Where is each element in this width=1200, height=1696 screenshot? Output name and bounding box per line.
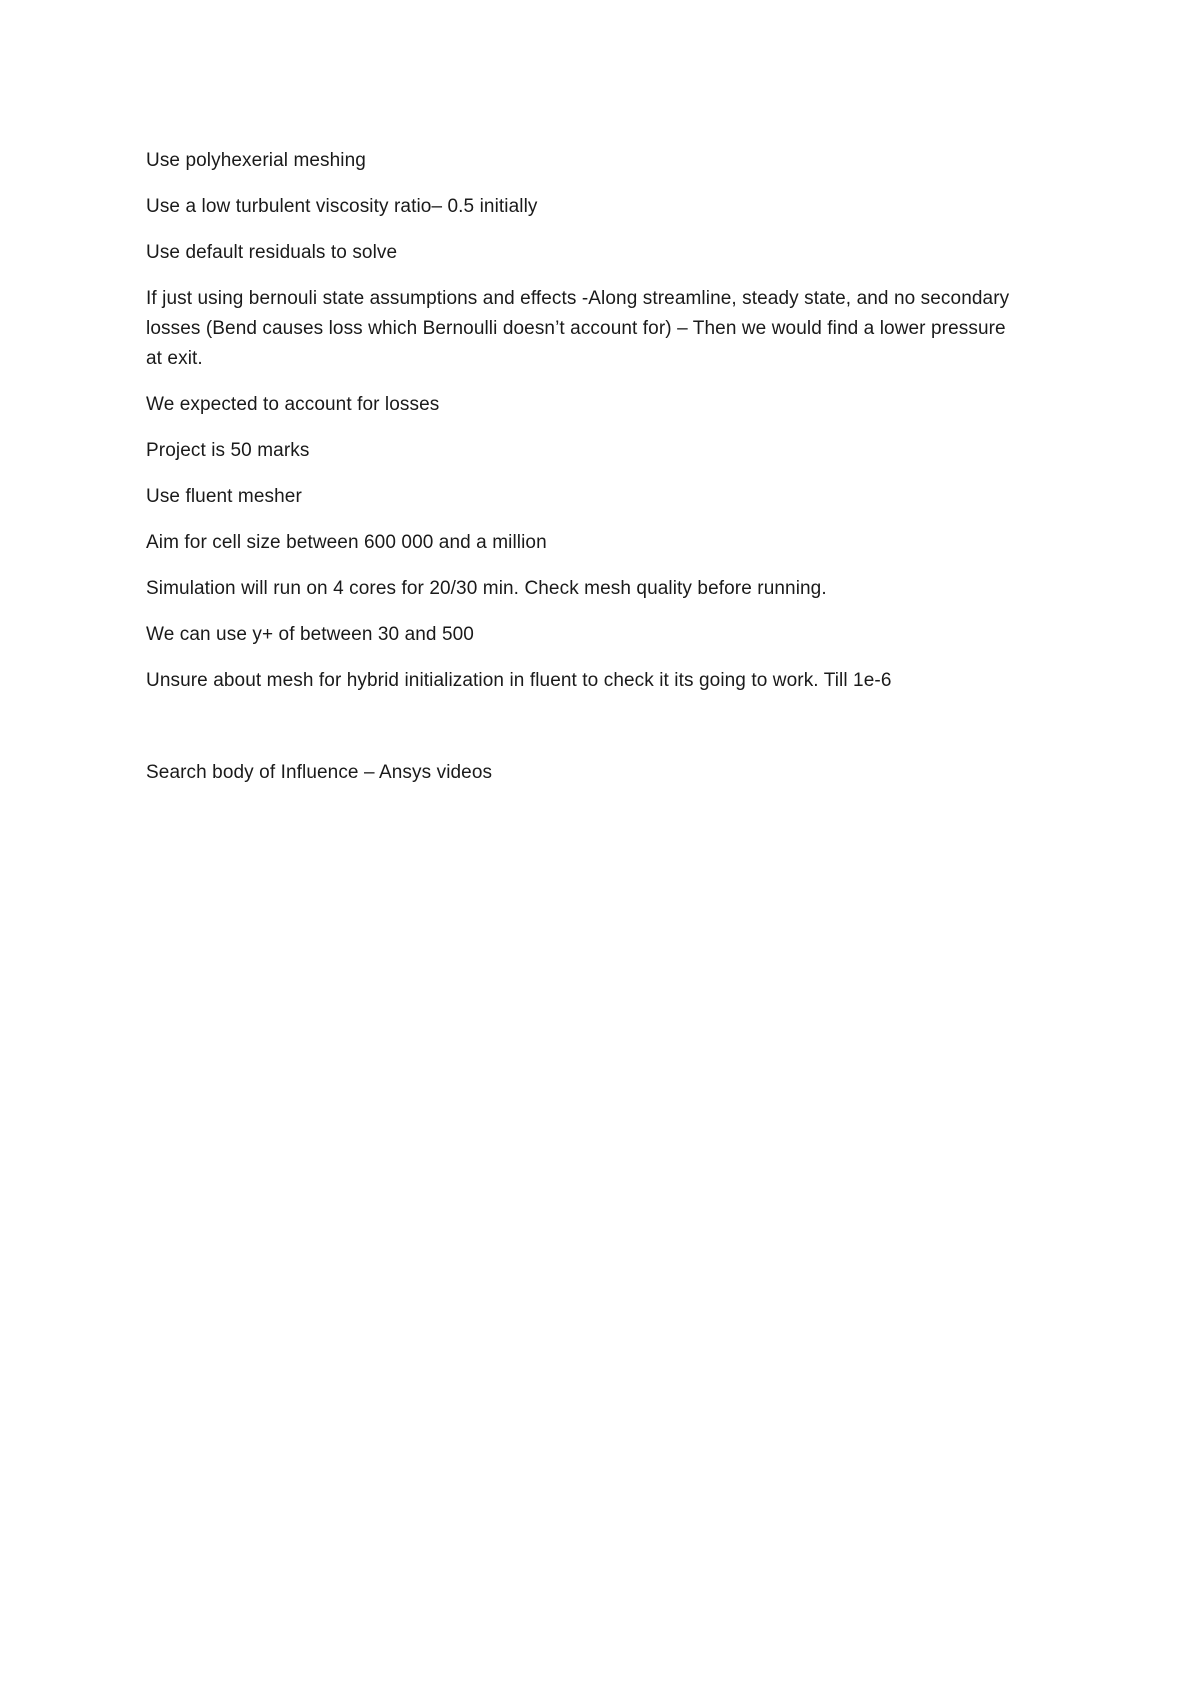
note-line: We can use y+ of between 30 and 500 (146, 624, 474, 645)
note-line: Use polyhexerial meshing (146, 150, 366, 171)
note-line: Project is 50 marks (146, 440, 310, 461)
note-line: Simulation will run on 4 cores for 20/30 min. Check mesh quality before running. (146, 578, 827, 599)
note-paragraph: If just using bernouli state assumptions and effects -Along streamline, steady state, and no secondary losses (Bend causes loss which Bernoulli doesn’t account for) – Then we would find a lower pressure at exit. (146, 288, 1010, 369)
note-line: Use default residuals to solve (146, 242, 398, 263)
document-body (146, 146, 1046, 804)
note-line: Use fluent mesher (146, 486, 302, 507)
note-line: We expected to account for losses (146, 394, 440, 415)
blank-line (146, 712, 1046, 758)
note-line: Unsure about mesh for hybrid initialization in fluent to check it its going to work. Till 1e-6 (146, 670, 892, 691)
note-line: Aim for cell size between 600 000 and a million (146, 532, 547, 553)
footer-note: Search body of Influence – Ansys videos (146, 762, 493, 783)
note-line: Use a low turbulent viscosity ratio– 0.5 initially (146, 196, 538, 217)
